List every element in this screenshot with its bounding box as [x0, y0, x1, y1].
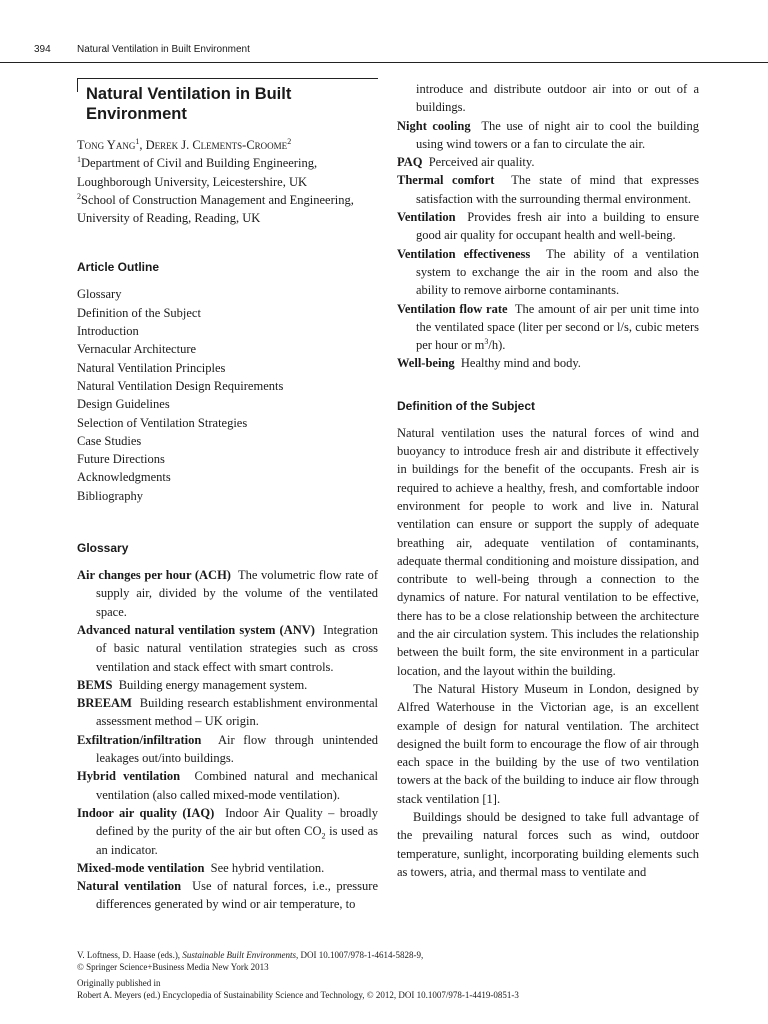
footer-original: Originally published in [77, 978, 161, 988]
glossary-term: Indoor air quality (IAQ) [77, 805, 215, 820]
outline-item[interactable]: Natural Ventilation Design Requirements [77, 378, 284, 393]
glossary-entry [77, 767, 378, 804]
authors [77, 136, 378, 154]
title-rule [77, 78, 378, 79]
outline-item[interactable]: Introduction [77, 324, 139, 339]
paragraph: The Natural History Museum in London, designed by Alfred Waterhouse in the Victorian age, is an excellent example of design for natural ventilation. The architect designed the built form to encourage the flow of air through each space in the building by the use of two ventilation towers at the back of the building to induce air flow through stack ventilation [1]. [397, 681, 699, 806]
footer-text: , DOI 10.1007/978-1-4614-5828-9, [295, 950, 424, 960]
glossary-entry [77, 859, 378, 877]
glossary-definition-part: is used as an indicator. [96, 824, 378, 857]
outline-heading: Article Outline [77, 260, 160, 275]
right-column [397, 80, 699, 881]
outline-item[interactable]: Acknowledgments [77, 470, 171, 485]
glossary-term: BEMS [77, 677, 113, 692]
glossary-term: Advanced natural ventilation system (ANV) [77, 622, 315, 637]
author-name: Derek J. Clements-Croome [145, 138, 288, 152]
header-rule [0, 62, 768, 63]
glossary-heading: Glossary [77, 541, 129, 556]
glossary-term: Ventilation [397, 210, 456, 225]
glossary-definition: Use of natural forces, i.e., pressure differences generated by wind or air temperature, to [96, 879, 378, 912]
author-superscript: 2 [287, 136, 292, 146]
affiliation-text: Department of Civil and Building Engineering, Loughborough University, Leicestershire, UK [77, 156, 318, 189]
glossary-term: Mixed-mode ventilation [77, 860, 205, 875]
author-block [77, 136, 378, 227]
glossary-entry [77, 676, 378, 694]
glossary-term: PAQ [397, 155, 423, 170]
glossary-term: Night cooling [397, 118, 471, 133]
glossary-term: Ventilation flow rate [397, 301, 508, 316]
outline-item[interactable]: Bibliography [77, 488, 143, 503]
superscript: 3 [484, 337, 489, 346]
paragraph: Natural ventilation uses the natural forces of wind and buoyancy to introduce fresh air and distribute it effectively in buildings for the benefit of the occupants. Fresh air is required to achieve a healthy, fresh, and comfortable indoor environment for people to work and live in. Natural ventilation can ensure or support the supply of adequate breathing air, adequate ventilation of contaminants, adequate thermal conditioning and moisture dissipation, and contribute to well-being through a connection to the dynamics of nature. For natural ventilation to be effective, there has to be a close relationship between the architecture and the air circulation system. This includes the relationship between the built form, the site environment in a particular location, and the layout within the building. [397, 425, 699, 678]
glossary-continuation: introduce and distribute outdoor air into or out of a buildings. [416, 82, 699, 115]
glossary-definition: Building energy management system. [118, 677, 308, 692]
title-corner-mark [77, 78, 78, 92]
glossary-entry [397, 300, 699, 355]
running-head [0, 38, 768, 62]
footer-citation [77, 950, 697, 962]
author-superscript: 1 [135, 136, 140, 146]
definition-heading: Definition of the Subject [397, 398, 535, 413]
footer [77, 950, 697, 1001]
glossary-entry [77, 731, 378, 768]
outline-item[interactable]: Natural Ventilation Principles [77, 360, 226, 375]
footer-original-source: Robert A. Meyers (ed.) Encyclopedia of Sustainability Science and Technology, © 2012, DOI 10.1007/978-1-4419-0851-3 [77, 989, 519, 1000]
affiliation-superscript: 1 [77, 155, 81, 165]
glossary-definition: Air flow through unintended leakages out/into buildings. [96, 732, 378, 766]
outline-item[interactable]: Glossary [77, 287, 122, 302]
outline-item[interactable]: Case Studies [77, 433, 142, 448]
page-number: 394 [34, 44, 51, 55]
outline-item[interactable]: Design Guidelines [77, 397, 170, 412]
glossary-entry [77, 694, 378, 731]
glossary-definition: Provides fresh air into a building to ensure good air quality for occupant health and well-being. [416, 210, 700, 243]
glossary-list [77, 566, 378, 914]
glossary-entry [397, 153, 699, 171]
left-column [77, 78, 378, 914]
footer-text: V. Loftness, D. Haase (eds.), [77, 950, 183, 960]
glossary-term: Ventilation effectiveness [397, 246, 531, 261]
subscript: 2 [321, 831, 326, 841]
author-name: Tong Yang [77, 138, 136, 152]
affiliation-text: School of Construction Management and Engineering, University of Reading, Reading, UK [77, 192, 354, 226]
outline-list [77, 285, 378, 505]
affiliation [77, 154, 378, 191]
glossary-definition: The ability of a ventilation system to exchange the air in the room and also the ability to remove airborne contaminants. [416, 246, 700, 298]
glossary-entry [397, 171, 699, 208]
title-block [77, 78, 378, 124]
glossary-definition: Combined natural and mechanical ventilation (also called mixed-mode ventilation). [96, 769, 378, 802]
glossary-term: Air changes per hour (ACH) [77, 568, 231, 583]
glossary-definition-part: /h). [488, 338, 506, 353]
affiliation-superscript: 2 [77, 191, 81, 201]
glossary-entry [77, 621, 378, 676]
glossary-term: Exfiltration/infiltration [77, 732, 202, 747]
glossary-entry [77, 566, 378, 621]
running-title: Natural Ventilation in Built Environment [77, 44, 250, 55]
glossary-definition: The use of night air to cool the building using wind towers or a fan to circulate the air. [416, 118, 700, 151]
footer-copyright: © Springer Science+Business Media New York 2013 [77, 961, 269, 972]
glossary-term: Hybrid ventilation [77, 769, 181, 784]
article-title: Natural Ventilation in Built Environment [86, 85, 292, 123]
glossary-entry [397, 117, 699, 154]
glossary-entry [397, 208, 699, 245]
glossary-term: Natural ventilation [77, 879, 182, 894]
glossary-entry [397, 354, 699, 372]
paragraph: Buildings should be designed to take full advantage of the prevailing natural forces such as wind, outdoor temperature, sunlight, incorporating building elements such as towers, atria, and thermal mass to ventilate and [397, 809, 699, 879]
glossary-definition: Indoor Air Quality – broadly defined by the purity of the air but often [96, 805, 378, 839]
glossary-definition: Building research establishment environmental assessment method – UK origin. [96, 696, 378, 729]
glossary-entry [77, 877, 378, 914]
glossary-definition: The state of mind that expresses satisfaction with the surrounding thermal environment. [416, 173, 699, 206]
glossary-term: BREEAM [77, 696, 132, 711]
outline-item[interactable]: Definition of the Subject [77, 305, 201, 320]
author-separator: , [139, 138, 146, 152]
glossary-term: Well-being [397, 356, 455, 371]
glossary-definition: The amount of air per unit time into the ventilated space (liter per second or l/s, cubic meters per hour or m [416, 301, 700, 353]
glossary-definition: Integration of basic natural ventilation strategies such as cross ventilation and stack effect with smart controls. [96, 622, 379, 674]
footer-book-title: Sustainable Built Environments [182, 950, 296, 960]
glossary-entry [77, 804, 378, 859]
glossary-definition-part: CO [304, 824, 322, 839]
outline-item[interactable]: Future Directions [77, 452, 165, 467]
glossary-entry [397, 245, 699, 300]
affiliation [77, 191, 378, 228]
glossary-term: Thermal comfort [397, 173, 495, 188]
outline-item[interactable]: Vernacular Architecture [77, 342, 197, 357]
outline-item[interactable]: Selection of Ventilation Strategies [77, 415, 248, 430]
glossary-definition: See hybrid ventilation. [210, 860, 325, 875]
glossary-definition: Healthy mind and body. [460, 356, 581, 371]
glossary-definition: Perceived air quality. [428, 155, 535, 170]
glossary-definition: The volumetric flow rate of supply air, divided by the volume of the ventilated space. [96, 568, 378, 619]
